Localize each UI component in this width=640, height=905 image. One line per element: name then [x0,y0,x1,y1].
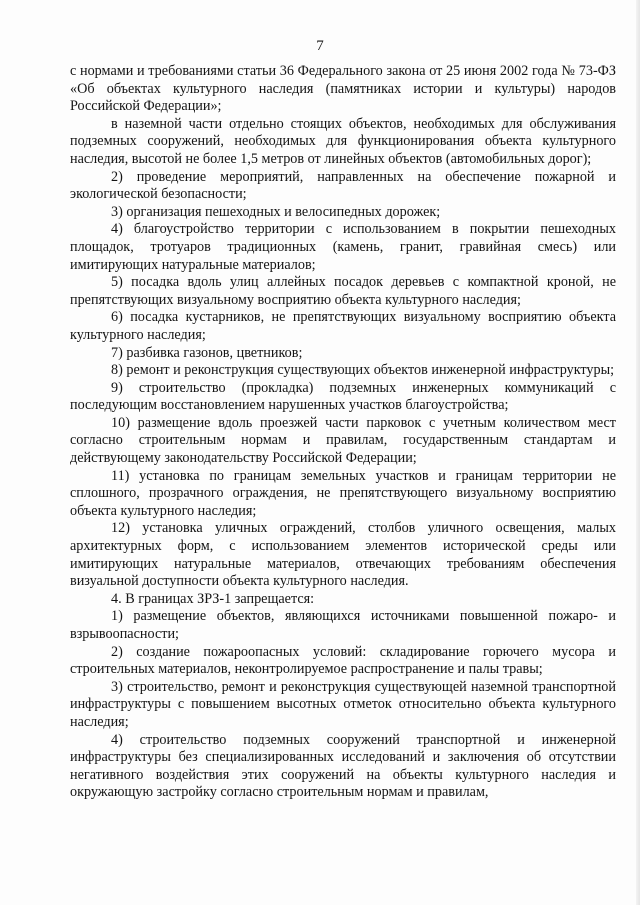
paragraph: 3) организация пешеходных и велосипедных дорожек; [111,203,441,220]
paragraph: 7) разбивка газонов, цветников; [111,344,303,361]
paragraph: 12) установка уличных ограждений, столбов уличного освещения, малых архитектурных форм, с использованием элементов исторической среды или имитирующих натуральные материалов, отвечающих требованиям обеспечения визуальной доступности объекта культурного наследия. [70,520,616,590]
paragraph: 10) размещение вдоль проезжей части парковок с учетным количеством мест согласно строительным нормам и правилам, государственным стандартам и действующему законодательству Российской Федерации; [70,414,616,467]
paragraph: с нормами и требованиями статьи 36 Федерального закона от 25 июня 2002 года № 73-ФЗ «Об объектах культурного наследия (памятниках истории и культуры) народов Российской Федерации»; [70,63,616,115]
paragraph: 1) размещение объектов, являющихся источниками повышенной пожаро- и взрывоопасности; [70,608,616,642]
paragraph: 4. В границах ЗРЗ-1 запрещается: [111,590,315,607]
paragraph: 2) создание пожароопасных условий: складирование горючего мусора и строительных материалов, неконтролируемое распространение и палы травы; [70,643,616,678]
paragraph: 4) строительство подземных сооружений транспортной и инженерной инфраструктуры без специализированных исследований и заключения об отсутствии негативного воздействия этих сооружений на объекты культурного наследия и окружающую застройку согласно строительным нормам и правилам, [70,731,616,801]
paragraph: в наземной части отдельно стоящих объектов, необходимых для обслуживания подземных сооружений, необходимых для функционирования объекта культурного наследия, высотой не более 1,5 метров от линейных объектов (автомобильных дорог); [70,115,616,167]
paragraph: 9) строительство (прокладка) подземных инженерных коммуникаций с последующим восстановлением нарушенных участков благоустройства; [70,379,616,414]
scan-edge [636,0,640,905]
paragraph: 11) установка по границам земельных участков и границам территории не сплошного, прозрачного ограждения, не препятствующего визуальному восприятию объекта культурного наследия; [70,467,616,519]
document-body [70,63,616,802]
page-number: 7 [316,38,324,54]
paragraph: 5) посадка вдоль улиц аллейных посадок деревьев с компактной кроной, не препятствующих визуальному восприятию объекта культурного наследия; [70,274,616,308]
paragraph: 6) посадка кустарников, не препятствующих визуальному восприятию объекта культурного наследия; [70,309,616,343]
paragraph: 3) строительство, ремонт и реконструкция существующей наземной транспортной инфраструктуры с повышением высотных отметок относительно объекта культурного наследия; [70,678,616,730]
paragraph: 2) проведение мероприятий, направленных на обеспечение пожарной и экологической безопасности; [70,168,616,203]
paragraph: 4) благоустройство территории с использованием в покрытии пешеходных площадок, тротуаров традиционных (камень, гранит, гравийная смесь) или имитирующих натуральные материалов; [70,221,616,273]
paragraph: 8) ремонт и реконструкция существующих объектов инженерной инфраструктуры; [111,362,615,379]
